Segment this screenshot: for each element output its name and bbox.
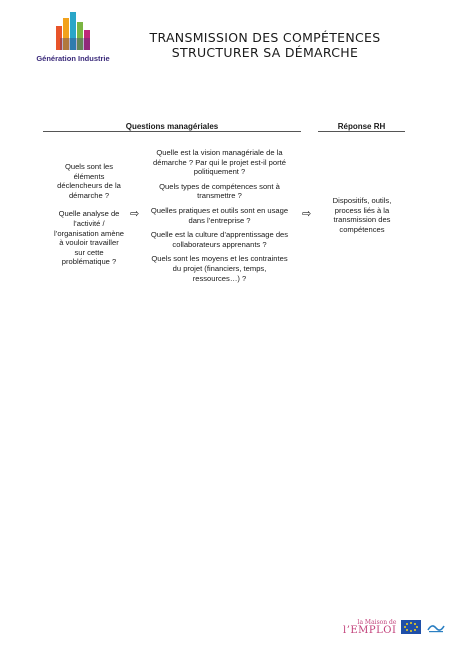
maison-small-text: la Maison de (357, 619, 397, 626)
arrow-right-icon-2: ⇨ (302, 208, 312, 220)
maison-emploi-logo (343, 620, 396, 636)
maison-big-text: l’EMPLOI (343, 625, 397, 636)
middle-questions-column (148, 148, 291, 288)
left-questions-column (53, 162, 125, 272)
middle-question-2: Quels types de compétences sont à transmettre ? (159, 181, 280, 201)
logo-text: Génération Industrie (36, 54, 110, 63)
middle-question-3: Quelles pratiques et outils sont en usage dans l’entreprise ? (150, 205, 289, 225)
left-question-2: Quelle analyse de l’activité / l’organisation amène à vouloir travailler sur cette problématique ? (53, 209, 125, 267)
header-questions: Questions managériales (125, 122, 219, 131)
rh-response-column (322, 196, 402, 239)
logo-bars-icon (52, 8, 96, 54)
partner-logo-icon (427, 621, 445, 633)
page-title (140, 30, 390, 60)
eu-flag-icon (401, 620, 421, 634)
header-reponse-underline (318, 131, 405, 132)
rh-response-text: Dispositifs, outils, process liés à la transmission des compétences (332, 196, 392, 234)
middle-question-4: Quelle est la culture d’apprentissage des collaborateurs apprenants ? (150, 230, 289, 249)
title-line-1: TRANSMISSION DES COMPÉTENCES (149, 30, 381, 45)
header-questions-underline (43, 131, 301, 132)
middle-question-1: Quelle est la vision managériale de la démarche ? Par qui le projet est-il porté politiquement ? (153, 148, 286, 177)
left-question-1: Quels sont les éléments déclencheurs de la démarche ? (57, 162, 121, 200)
header-reponse: Réponse RH (337, 122, 386, 131)
middle-question-5: Quels sont les moyens et les contraintes du projet (financiers, temps, ressources…) ? (151, 254, 288, 283)
arrow-right-icon-1: ⇨ (130, 208, 140, 220)
title-line-2: STRUCTURER SA DÉMARCHE (171, 45, 359, 60)
generation-industrie-logo (30, 8, 116, 66)
